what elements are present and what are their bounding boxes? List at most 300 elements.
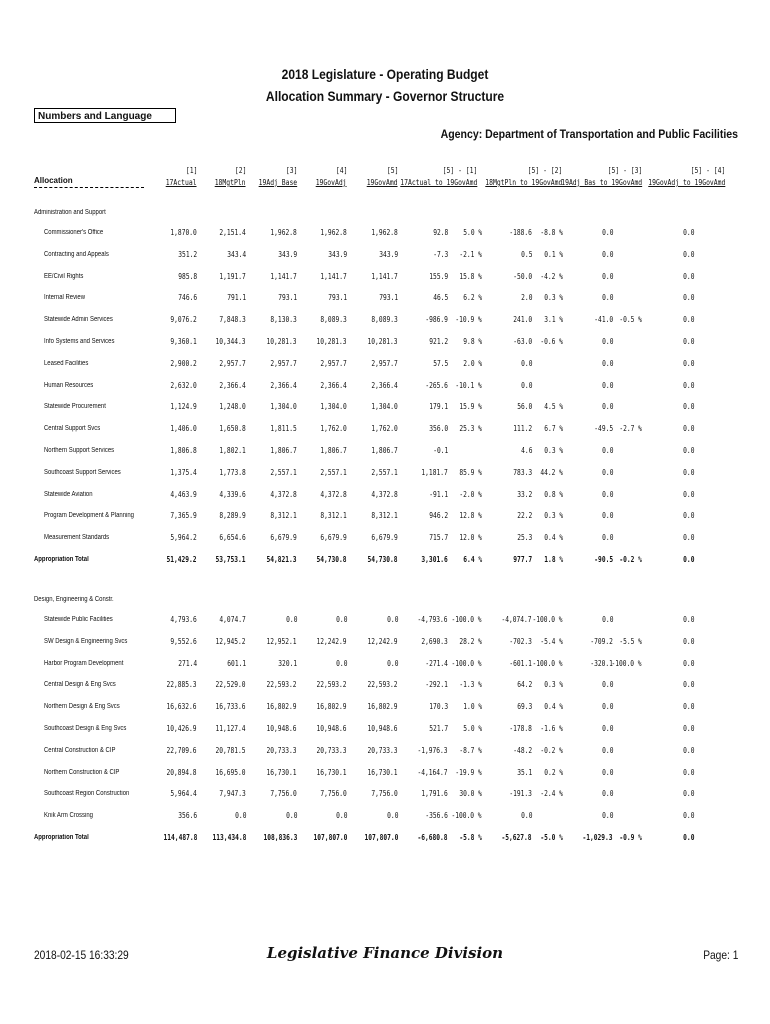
- total-value-cell: 113,434.8: [212, 833, 246, 842]
- value-cell: 1,806.8: [170, 446, 197, 455]
- column-header-label: 18MgtPln: [215, 178, 246, 187]
- value-cell: 0.0: [682, 680, 694, 690]
- value-cell: 0.2 %: [544, 767, 563, 777]
- section-title: Design, Engineering & Constr.: [34, 596, 114, 603]
- value-cell: -100.0 %: [451, 658, 482, 668]
- value-cell: 8,089.3: [371, 315, 398, 325]
- value-cell: 1,806.7: [320, 446, 347, 455]
- value-cell: 12,952.1: [266, 636, 297, 646]
- value-cell: -10.9 %: [455, 315, 482, 325]
- value-cell: 351.2: [178, 249, 197, 259]
- value-cell: 56.0: [516, 402, 532, 412]
- value-cell: 6.2 %: [463, 293, 482, 303]
- value-cell: -4.2 %: [540, 271, 563, 281]
- value-cell: 0.0: [601, 767, 613, 777]
- value-cell: 356.6: [178, 811, 197, 821]
- allocation-label: Northern Design & Eng Svcs: [44, 703, 120, 711]
- value-cell: 16,730.1: [316, 767, 347, 777]
- value-cell: 1,181.7: [421, 467, 448, 477]
- value-cell: 2,151.4: [219, 228, 246, 237]
- value-cell: -265.6: [425, 380, 448, 390]
- value-cell: 4,372.8: [270, 489, 297, 499]
- total-value-cell: -90.5: [594, 555, 613, 564]
- total-value-cell: 107,807.0: [364, 833, 398, 842]
- allocation-label: Program Development & Planning: [44, 512, 134, 520]
- value-cell: 746.6: [178, 293, 197, 303]
- total-value-cell: 54,730.8: [367, 555, 398, 564]
- value-cell: 1,773.8: [219, 467, 246, 477]
- allocation-label: Northern Support Services: [44, 447, 115, 454]
- allocation-label: Contracting and Appeals: [44, 250, 109, 258]
- value-cell: 0.8 %: [544, 489, 563, 499]
- allocation-header-underline: [34, 187, 144, 188]
- value-cell: 241.0: [513, 315, 532, 325]
- value-cell: 0.0: [601, 811, 613, 821]
- value-cell: -1.3 %: [459, 680, 482, 690]
- value-cell: 1,141.7: [320, 271, 347, 281]
- numbers-and-language-box: Numbers and Language: [34, 108, 176, 123]
- value-cell: 8,312.1: [371, 511, 398, 521]
- value-cell: 6.7 %: [544, 424, 563, 434]
- value-cell: 0.0: [520, 358, 532, 368]
- value-cell: -63.0: [513, 337, 532, 346]
- allocation-label: Leased Facilities: [44, 359, 89, 367]
- value-cell: 8,312.1: [320, 511, 347, 521]
- value-cell: 1,870.0: [170, 228, 197, 237]
- value-cell: 343.9: [379, 249, 398, 259]
- value-cell: 7,947.3: [219, 789, 246, 799]
- value-cell: 4,793.6: [170, 615, 197, 624]
- column-header-label: 19Adj Base: [258, 178, 297, 187]
- value-cell: 791.1: [227, 293, 246, 303]
- value-cell: 2.0: [520, 293, 532, 303]
- value-cell: 0.0: [682, 489, 694, 499]
- total-value-cell: -5.8 %: [459, 833, 482, 842]
- value-cell: 0.0: [682, 315, 694, 325]
- value-cell: 1,791.6: [421, 789, 448, 799]
- value-cell: 0.0: [601, 511, 613, 521]
- allocation-label: Commissioner's Office: [44, 229, 104, 236]
- value-cell: 715.7: [429, 533, 448, 543]
- value-cell: 22,593.2: [367, 680, 398, 690]
- value-cell: 12.0 %: [459, 533, 482, 543]
- value-cell: -91.1: [429, 489, 448, 499]
- value-cell: 2,366.4: [320, 380, 347, 390]
- total-value-cell: 1.8 %: [544, 555, 563, 564]
- value-cell: 7,756.0: [320, 789, 347, 799]
- value-cell: 0.5: [520, 249, 532, 259]
- value-cell: 356.0: [429, 424, 448, 434]
- column-header-index: [5] - [1]: [442, 166, 477, 175]
- value-cell: 0.0: [386, 658, 398, 668]
- value-cell: 8,312.1: [270, 511, 297, 521]
- value-cell: 2.0 %: [463, 358, 482, 368]
- value-cell: 10,948.6: [266, 724, 297, 733]
- value-cell: 2,957.7: [320, 358, 347, 368]
- value-cell: 0.0: [335, 658, 347, 668]
- total-value-cell: 53,753.1: [215, 555, 246, 564]
- value-cell: 1,141.7: [371, 271, 398, 281]
- value-cell: 92.8: [432, 228, 448, 237]
- value-cell: 22,885.3: [166, 680, 197, 690]
- value-cell: 1,962.8: [320, 228, 347, 237]
- total-value-cell: 0.0: [682, 833, 694, 842]
- value-cell: -0.6 %: [540, 337, 563, 346]
- value-cell: 12,242.9: [316, 636, 347, 646]
- value-cell: 46.5: [432, 293, 448, 303]
- value-cell: 0.4 %: [544, 533, 563, 543]
- value-cell: 30.0 %: [459, 789, 482, 799]
- value-cell: 1.0 %: [463, 702, 482, 712]
- value-cell: 2,557.1: [320, 467, 347, 477]
- column-header-index: [2]: [234, 166, 246, 175]
- value-cell: 12,945.2: [215, 636, 246, 646]
- value-cell: 7,756.0: [270, 789, 297, 799]
- allocation-column-header: Allocation: [34, 176, 73, 185]
- value-cell: -100.0 %: [532, 658, 563, 668]
- value-cell: 9.8 %: [463, 337, 482, 346]
- value-cell: 0.3 %: [544, 511, 563, 521]
- value-cell: 0.0: [601, 615, 613, 624]
- value-cell: 22,593.2: [266, 680, 297, 690]
- value-cell: 2,557.1: [371, 467, 398, 477]
- value-cell: 16,802.9: [316, 702, 347, 712]
- total-value-cell: 114,487.8: [163, 833, 197, 842]
- column-header-index: [5]: [386, 166, 398, 175]
- value-cell: 793.1: [379, 293, 398, 303]
- value-cell: 0.3 %: [544, 293, 563, 303]
- value-cell: 44.2 %: [540, 467, 563, 477]
- value-cell: 7,365.9: [170, 511, 197, 521]
- value-cell: 28.2 %: [459, 636, 482, 646]
- column-header-index: [3]: [285, 166, 297, 175]
- value-cell: 2,957.7: [371, 358, 398, 368]
- value-cell: 2,557.1: [270, 467, 297, 477]
- total-value-cell: 3,301.6: [421, 555, 448, 564]
- value-cell: 0.0: [682, 789, 694, 799]
- value-cell: 6,679.9: [270, 533, 297, 543]
- value-cell: 10,948.6: [316, 724, 347, 733]
- value-cell: 35.1: [516, 767, 532, 777]
- value-cell: 601.1: [227, 658, 246, 668]
- value-cell: 57.5: [432, 358, 448, 368]
- column-header-index: [5] - [2]: [527, 166, 562, 175]
- value-cell: 12.8 %: [459, 511, 482, 521]
- footer-division: Legislative Finance Division: [266, 944, 504, 962]
- value-cell: 2,366.4: [270, 380, 297, 390]
- value-cell: 10,426.9: [166, 724, 197, 733]
- value-cell: 343.9: [278, 249, 297, 259]
- value-cell: 0.0: [682, 811, 694, 821]
- value-cell: 155.9: [429, 271, 448, 281]
- value-cell: 170.3: [429, 702, 448, 712]
- value-cell: 320.1: [278, 658, 297, 668]
- column-header-index: [1]: [185, 166, 197, 175]
- allocation-label: Southcoast Support Services: [44, 468, 121, 476]
- allocation-label: EE/Civil Rights: [44, 272, 84, 280]
- value-cell: 0.0: [601, 293, 613, 303]
- value-cell: 64.2: [516, 680, 532, 690]
- value-cell: 1,191.7: [219, 271, 246, 281]
- value-cell: 9,552.6: [170, 636, 197, 646]
- value-cell: 1,762.0: [320, 424, 347, 434]
- value-cell: 4.6: [520, 446, 532, 455]
- total-value-cell: -5.0 %: [540, 833, 563, 842]
- value-cell: 0.0: [386, 615, 398, 624]
- value-cell: 6,679.9: [371, 533, 398, 543]
- value-cell: -320.1: [590, 658, 613, 668]
- column-header-label: 17Actual to 19GovAmd: [399, 178, 477, 187]
- value-cell: 0.0: [601, 789, 613, 799]
- value-cell: 5.0 %: [463, 724, 482, 733]
- value-cell: 793.1: [328, 293, 347, 303]
- total-value-cell: -5,627.8: [501, 833, 532, 842]
- value-cell: -5.4 %: [540, 636, 563, 646]
- total-value-cell: -6,680.8: [417, 833, 448, 842]
- column-header-label: 19GovAdj: [316, 178, 347, 187]
- value-cell: 0.0: [601, 489, 613, 499]
- value-cell: 20,733.3: [316, 745, 347, 755]
- value-cell: 9,360.1: [170, 337, 197, 346]
- value-cell: 111.2: [513, 424, 532, 434]
- value-cell: 11,127.4: [215, 724, 246, 733]
- value-cell: -19.9 %: [455, 767, 482, 777]
- value-cell: 0.0: [682, 615, 694, 624]
- value-cell: -0.5 %: [619, 315, 642, 325]
- value-cell: 16,802.9: [266, 702, 297, 712]
- value-cell: 22.2: [516, 511, 532, 521]
- value-cell: 0.0: [682, 767, 694, 777]
- value-cell: 15.9 %: [459, 402, 482, 412]
- value-cell: 4,463.9: [170, 489, 197, 499]
- value-cell: 2,957.7: [219, 358, 246, 368]
- column-header-index: [5] - [4]: [690, 166, 725, 175]
- value-cell: 33.2: [516, 489, 532, 499]
- value-cell: 4,372.8: [371, 489, 398, 499]
- value-cell: 0.0: [682, 724, 694, 733]
- allocation-label: Central Construction & CIP: [44, 746, 116, 754]
- total-value-cell: 6.4 %: [463, 555, 482, 564]
- total-value-cell: 107,807.0: [313, 833, 347, 842]
- value-cell: 0.0: [520, 380, 532, 390]
- value-cell: -100.0 %: [532, 615, 563, 624]
- value-cell: -49.5: [594, 424, 613, 434]
- value-cell: 0.0: [335, 811, 347, 821]
- value-cell: 0.0: [601, 680, 613, 690]
- value-cell: 521.7: [429, 724, 448, 733]
- value-cell: 5,964.4: [170, 789, 197, 799]
- value-cell: 6,654.6: [219, 533, 246, 543]
- value-cell: -702.3: [509, 636, 532, 646]
- value-cell: 2,632.0: [170, 380, 197, 390]
- value-cell: 7,756.0: [371, 789, 398, 799]
- value-cell: 1,375.4: [170, 467, 197, 477]
- value-cell: 0.0: [682, 658, 694, 668]
- report-subtitle: Allocation Summary - Governor Structure: [265, 88, 505, 104]
- value-cell: 2,900.2: [170, 358, 197, 368]
- value-cell: 20,733.3: [367, 745, 398, 755]
- value-cell: -4,164.7: [417, 767, 448, 777]
- value-cell: -4,074.7: [501, 615, 532, 624]
- value-cell: 0.0: [386, 811, 398, 821]
- value-cell: -2.4 %: [540, 789, 563, 799]
- allocation-label: Harbor Program Development: [44, 659, 124, 667]
- value-cell: -7.3: [432, 249, 448, 259]
- column-header-index: [4]: [335, 166, 347, 175]
- value-cell: 0.0: [682, 745, 694, 755]
- value-cell: 16,695.0: [215, 767, 246, 777]
- value-cell: 0.0: [601, 702, 613, 712]
- value-cell: 0.0: [601, 249, 613, 259]
- total-value-cell: 108,836.3: [263, 833, 297, 842]
- value-cell: 0.3 %: [544, 446, 563, 455]
- value-cell: 0.0: [682, 424, 694, 434]
- total-value-cell: -0.9 %: [619, 833, 642, 842]
- column-header-label: 17Actual: [166, 178, 197, 187]
- value-cell: 271.4: [178, 658, 197, 668]
- value-cell: 2,366.4: [219, 380, 246, 390]
- value-cell: 0.3 %: [544, 680, 563, 690]
- allocation-label: Southcoast Region Construction: [44, 790, 130, 798]
- total-value-cell: 51,429.2: [166, 555, 197, 564]
- value-cell: 0.0: [520, 811, 532, 821]
- value-cell: -41.0: [594, 315, 613, 325]
- value-cell: 4,372.8: [320, 489, 347, 499]
- allocation-label: Statewide Public Facilities: [44, 616, 113, 623]
- value-cell: -5.5 %: [619, 636, 642, 646]
- value-cell: -0.2 %: [540, 745, 563, 755]
- allocation-label: Central Design & Eng Svcs: [44, 681, 116, 689]
- value-cell: 22,709.6: [166, 745, 197, 755]
- column-header-label: 19GovAdj to 19GovAmd: [647, 178, 725, 187]
- value-cell: 6,679.9: [320, 533, 347, 543]
- section-title: Administration and Support: [34, 209, 106, 216]
- footer-timestamp: 2018-02-15 16:33:29: [34, 948, 129, 962]
- value-cell: 2,366.4: [371, 380, 398, 390]
- value-cell: -0.1: [432, 446, 448, 455]
- value-cell: 179.1: [429, 402, 448, 412]
- value-cell: 16,802.9: [367, 702, 398, 712]
- value-cell: 20,781.5: [215, 745, 246, 755]
- allocation-label: Statewide Aviation: [44, 490, 93, 498]
- value-cell: 7,848.3: [219, 315, 246, 325]
- value-cell: 343.4: [227, 249, 246, 259]
- allocation-label: Statewide Admin Services: [44, 316, 113, 324]
- total-value-cell: -0.2 %: [619, 555, 642, 564]
- footer-page-number: Page: 1: [702, 948, 738, 962]
- value-cell: 69.3: [516, 702, 532, 712]
- value-cell: -178.8: [509, 724, 532, 733]
- value-cell: 0.0: [682, 467, 694, 477]
- value-cell: 4.5 %: [544, 402, 563, 412]
- value-cell: -10.1 %: [455, 380, 482, 390]
- value-cell: 10,281.3: [316, 337, 347, 346]
- value-cell: 85.9 %: [459, 467, 482, 477]
- value-cell: 0.0: [682, 337, 694, 346]
- value-cell: 22,593.2: [316, 680, 347, 690]
- value-cell: 0.0: [601, 271, 613, 281]
- value-cell: 0.0: [601, 337, 613, 346]
- value-cell: 1,962.8: [371, 228, 398, 237]
- value-cell: 0.0: [601, 467, 613, 477]
- value-cell: -100.0 %: [451, 811, 482, 821]
- total-value-cell: -1,029.3: [582, 833, 613, 842]
- allocation-label: Info Systems and Services: [44, 338, 115, 345]
- value-cell: 5.0 %: [463, 228, 482, 237]
- value-cell: 0.0: [682, 511, 694, 521]
- value-cell: 0.0: [682, 533, 694, 543]
- value-cell: 0.0: [601, 745, 613, 755]
- value-cell: -188.6: [509, 228, 532, 237]
- value-cell: -2.7 %: [619, 424, 642, 434]
- value-cell: 985.8: [178, 271, 197, 281]
- allocation-label: Internal Review: [44, 294, 86, 302]
- value-cell: -50.0: [513, 271, 532, 281]
- column-header-index: [5] - [3]: [607, 166, 642, 175]
- value-cell: -1,976.3: [417, 745, 448, 755]
- value-cell: -292.1: [425, 680, 448, 690]
- value-cell: -2.1 %: [459, 249, 482, 259]
- value-cell: 1,248.0: [219, 402, 246, 412]
- value-cell: 0.0: [601, 228, 613, 237]
- value-cell: 0.0: [682, 228, 694, 237]
- allocation-label: Measurement Standards: [44, 534, 110, 542]
- value-cell: 1,141.7: [270, 271, 297, 281]
- value-cell: 0.0: [234, 811, 246, 821]
- value-cell: 1,406.0: [170, 424, 197, 434]
- value-cell: 2,957.7: [270, 358, 297, 368]
- value-cell: 10,281.3: [367, 337, 398, 346]
- value-cell: 1,811.5: [270, 424, 297, 434]
- value-cell: -191.3: [509, 789, 532, 799]
- value-cell: 9,076.2: [170, 315, 197, 325]
- value-cell: -1.6 %: [540, 724, 563, 733]
- value-cell: 0.0: [682, 271, 694, 281]
- agency-heading: Agency: Department of Transportation and Public Facilities: [440, 127, 738, 141]
- allocation-label: Knik Arm Crossing: [44, 812, 93, 820]
- column-header-label: 18MgtPln to 19GovAmd: [484, 178, 562, 187]
- value-cell: -986.9: [425, 315, 448, 325]
- value-cell: 793.1: [278, 293, 297, 303]
- value-cell: 946.2: [429, 511, 448, 521]
- allocation-label: Human Resources: [44, 381, 94, 389]
- value-cell: 15.8 %: [459, 271, 482, 281]
- value-cell: -48.2: [513, 745, 532, 755]
- value-cell: 0.4 %: [544, 702, 563, 712]
- value-cell: -8.8 %: [540, 228, 563, 237]
- value-cell: 3.1 %: [544, 315, 563, 325]
- value-cell: 0.0: [601, 724, 613, 733]
- value-cell: 1,650.8: [219, 424, 246, 434]
- value-cell: 0.0: [682, 358, 694, 368]
- value-cell: 0.0: [601, 380, 613, 390]
- value-cell: 22,529.0: [215, 680, 246, 690]
- value-cell: 0.0: [601, 446, 613, 455]
- value-cell: 0.0: [682, 446, 694, 455]
- value-cell: 20,733.3: [266, 745, 297, 755]
- value-cell: -271.4: [425, 658, 448, 668]
- value-cell: -601.1: [509, 658, 532, 668]
- value-cell: 0.0: [285, 811, 297, 821]
- value-cell: 8,089.3: [320, 315, 347, 325]
- value-cell: 0.0: [335, 615, 347, 624]
- value-cell: 1,762.0: [371, 424, 398, 434]
- value-cell: -2.0 %: [459, 489, 482, 499]
- value-cell: 4,339.6: [219, 489, 246, 499]
- column-header-label: 19GovAmd: [367, 178, 398, 187]
- value-cell: 1,806.7: [270, 446, 297, 455]
- appropriation-total-label: Appropriation Total: [34, 556, 89, 563]
